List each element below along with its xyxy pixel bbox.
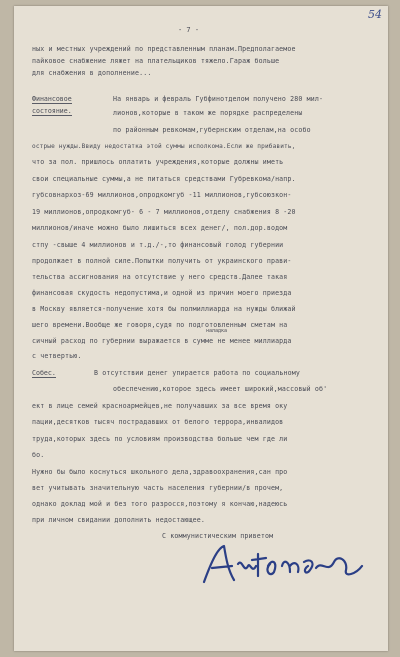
finance-line: продолжает в полной силе.Попытки получить от украинского прави- [32,257,292,265]
finance-line: тельства ассигнования на отсутствие у него средств.Далее такая [32,273,288,281]
finance-line: стпу -свыше 4 миллионов и т.д./-,то финансовый голод губернии [32,241,284,249]
handwritten-insertion: наладка [206,328,228,334]
intro-line: пайковое снабжение ляжет на плательщиков тяжело.Гараж больше [32,57,280,65]
finance-line: сичный расход по губернии выражается в сумме не менее миллиарда [32,337,292,345]
finance-line: острые нужды.Ввиду недостатка этой суммы исполкома.Если же прибавить, [32,143,296,150]
handwritten-signature [198,540,368,590]
finance-line: шего времени.Вообще же говоря,судя по подготовленным сметам на [32,321,288,329]
section-label-finance: Финансовое [32,95,72,103]
finance-line: в Москву является-получение хотя бы полмиллиарда на нужды ближай [32,305,296,313]
finance-line: свои специальные суммы,а не питаться средствами Губревкома/напр. [32,175,296,183]
social-line: ект в лице семей красноармейцев,не получавших за все время оку [32,402,288,410]
social-line: труда,которых здесь по условиям производства больше чем где ли [32,435,288,443]
finance-line: губсовнархоз-69 миллионов,опродкомгуб -11 миллионов,губсоюзкон- [32,191,292,199]
finance-line: финансовая скудость недопустима,и одной из причин моего приезда [32,289,292,297]
social-line: обеспечению,которое здесь имеет широкий,массовый об' [113,385,328,393]
finance-line: что за пол. пришлось оплатить учреждения,которые должны иметь [32,158,284,166]
finance-line: На январь и февраль Губфинотделом получено 280 мил- [113,95,324,103]
closing-line: при личном свидании дополнить недостающее. [32,516,206,524]
section-label-social: Собес. [32,369,56,377]
finance-line: 19 миллионов,опродкомгуб- 6 - 7 миллионов,отделу снабжения 8 -20 [32,208,296,216]
page-number: - 7 - [178,26,200,34]
closing-line: Нужно бы было коснуться школьного дела,здравоохранения,сан про [32,468,288,476]
intro-line: ных и местных учреждений по представленным планам.Предполагаемое [32,45,296,53]
salutation: С коммунистическим приветом [162,532,274,540]
section-label-finance: состояние. [32,107,72,115]
archive-folio-number: 54 [368,8,382,21]
finance-line: миллионов/иначе можно было лишиться всех денег/, пол.дор.водом [32,224,288,232]
closing-line: однако доклад мой и без того разросся,поэтому я кончаю,надеюсь [32,500,288,508]
social-line: пации,десятков тысяч пострадавших от белого террора,инвалидов [32,418,284,426]
finance-line: с четвертью. [32,352,82,360]
finance-line: лионов,которые в таком же порядке распределены [113,109,303,117]
social-line: бо. [32,451,45,459]
social-line: В отсутствии денег упирается работа по социальному [94,369,300,377]
intro-line: для снабжения в дополнение... [32,69,152,77]
finance-line: по районным ревкомам,губернским отделам,на особо [113,126,311,134]
closing-line: вет учитывать значительную часть населения губернии/в прочем, [32,484,284,492]
